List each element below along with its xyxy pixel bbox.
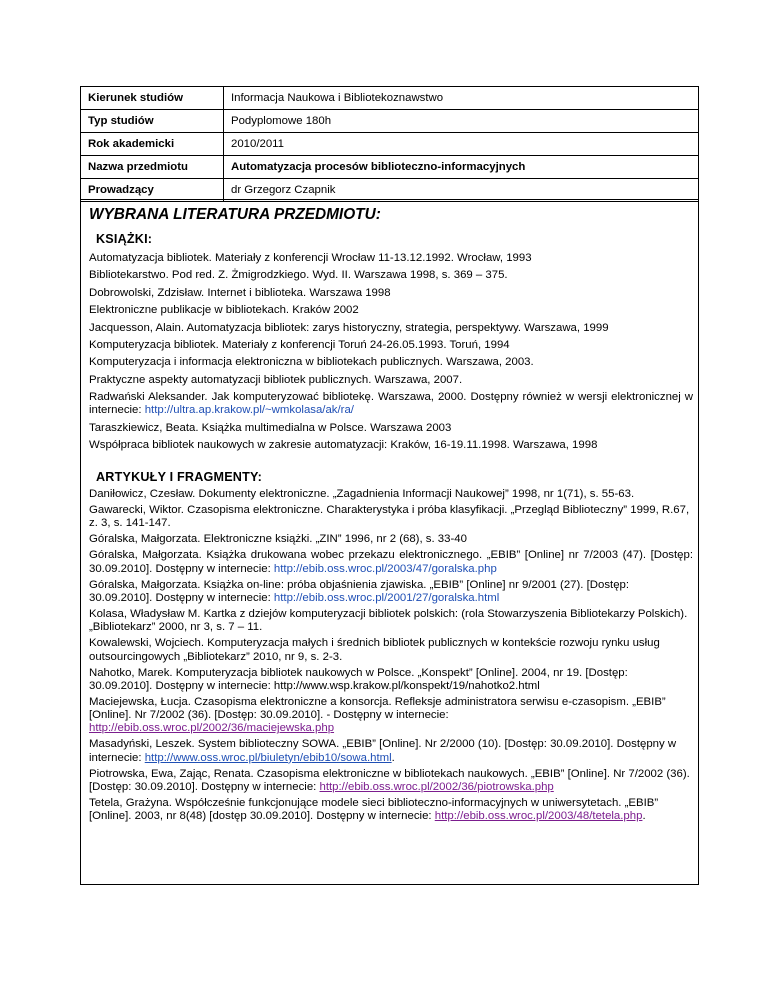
list-item: Bibliotekarstwo. Pod red. Z. Żmigrodzkiego. Wyd. II. Warszawa 1998, s. 369 – 375. [89,269,508,282]
field-value: Informacja Naukowa i Bibliotekoznawstwo [224,87,699,110]
list-item: Góralska, Małgorzata. Elektroniczne książki. „ZIN” 1996, nr 2 (68), s. 33-40 [89,533,467,546]
reference-link[interactable]: http://ebib.oss.wroc.pl/2002/36/maciejewska.php [89,722,335,735]
table-row [81,110,699,133]
field-label: Typ studiów [81,110,224,133]
articles-heading: ARTYKUŁY I FRAGMENTY: [96,470,263,484]
list-item: Współpraca bibliotek naukowych w zakresie automatyzacji: Kraków, 16-19.11.1998. Warszawa, 1998 [89,439,598,452]
field-label: Prowadzący [81,179,224,202]
list-item: Nahotko, Marek. Komputeryzacja bibliotek naukowych w Polsce. „Konspekt” [Online]. 2004, nr 19. [Dostęp: 30.09.2010]. Dostępny w internecie: http://www.wsp.krakow.pl/konspekt/19/nahotko2.html [89,666,628,692]
list-item: Dobrowolski, Zdzisław. Internet i biblioteka. Warszawa 1998 [89,286,391,299]
list-item: Maciejewska, Łucja. Czasopisma elektroniczne a konsorcja. Refleksje administratora serwisu e-czasopism. „EBIB” [Online]. Nr 7/2002 (36). [Dostęp: 30.09.2010]. - Dostępny w internecie: http://ebib.oss.wroc.pl/2002/36/maciejewska.php [89,695,666,735]
list-item: Masadyński, Leszek. System biblioteczny SOWA. „EBIB” [Online]. Nr 2/2000 (10). [Dostęp: 30.09.2010]. Dostępny w internecie: http://www.oss.wroc.pl/biuletyn/ebib10/sowa.html. [89,738,677,764]
list-item: Tetela, Grażyna. Współcześnie funkcjonujące modele sieci biblioteczno-informacyjnych w uniwersytetach. „EBIB” [Online]. 2003, nr 8(48) [dostęp 30.09.2010]. Dostępny w internecie: http://ebib.oss.wroc.pl/2003/48/tetela.php. [89,797,659,823]
list-item: Praktyczne aspekty automatyzacji bibliotek publicznych. Warszawa, 2007. [89,373,463,386]
reference-link[interactable]: http://ebib.oss.wroc.pl/2003/48/tetela.php [434,810,643,823]
reference-link[interactable]: http://ebib.oss.wroc.pl/2002/36/piotrowska.php [319,780,554,793]
course-info-table [80,86,699,202]
list-item: Daniłowicz, Czesław. Dokumenty elektroniczne. „Zagadnienia Informacji Naukowej” 1998, nr 1(71), s. 55-63. [89,488,635,500]
list-item: Gawarecki, Wiktor. Czasopisma elektroniczne. Charakterystyka i próba klasyfikacji. „Przegląd Biblioteczny” 1999, R.67, z. 3, s. 141-147. [89,504,690,530]
list-item: Jacquesson, Alain. Automatyzacja bibliotek: zarys historyczny, strategia, perspektywy. Warszawa, 1999 [89,321,609,334]
reference-link[interactable]: http://ebib.oss.wroc.pl/2001/27/goralska.html [273,591,500,604]
list-item: Radwański Aleksander. Jak komputeryzować bibliotekę. Warszawa, 2000. Dostępny również w wersji elektronicznej w internecie: http://ultra.ap.krakow.pl/~wmkolasa/ak/ra/ [89,391,693,417]
reference-link[interactable]: http://ebib.oss.wroc.pl/2003/47/goralska.php [273,562,497,575]
table-row [81,87,699,110]
list-item: Góralska, Małgorzata. Książka drukowana wobec przekazu elektronicznego. „EBIB” [Online] nr 7/2003 (47). [Dostęp: 30.09.2010]. Dostępny w internecie: http://ebib.oss.wroc.pl/2003/47/goralska.php [89,549,693,575]
field-value: dr Grzegorz Czapnik [224,179,699,202]
field-value: 2010/2011 [224,133,699,156]
field-value: Podyplomowe 180h [224,110,699,133]
field-label: Kierunek studiów [81,87,224,110]
list-item: Kowalewski, Wojciech. Komputeryzacja małych i średnich bibliotek publicznych w kontekście rozwoju rynku usług outsourcingowych „Bibliotekarz” 2010, nr 9, s. 2-3. [89,637,660,663]
list-item: Elektroniczne publikacje w bibliotekach. Kraków 2002 [89,304,359,317]
list-item: Piotrowska, Ewa, Zając, Renata. Czasopisma elektroniczne w bibliotekach naukowych. „EBIB” [Online]. Nr 7/2002 (36). [Dostęp: 30.09.2010]. Dostępny w internecie: http://ebib.oss.wroc.pl/2002/36/piotrowska.php [89,767,690,793]
reference-link[interactable]: http://ultra.ap.krakow.pl/~wmkolasa/ak/ra/ [144,404,354,417]
field-label: Nazwa przedmiotu [81,156,224,179]
books-list [89,252,693,457]
table-row [81,133,699,156]
articles-list [89,488,693,826]
field-label: Rok akademicki [81,133,224,156]
field-value: Automatyzacja procesów biblioteczno-informacyjnych [224,156,699,179]
list-item: Komputeryzacja i informacja elektroniczna w bibliotekach publicznych. Warszawa, 2003. [89,356,534,369]
table-row [81,156,699,179]
list-item: Komputeryzacja bibliotek. Materiały z konferencji Toruń 24-26.05.1993. Toruń, 1994 [89,338,510,351]
list-item: Kolasa, Władysław M. Kartka z dziejów komputeryzacji bibliotek polskich: (rola Stowarzyszenia Bibliotekarzy Polskich). „Bibliotekarz” 2000, nr 3, s. 7 – 11. [89,608,688,634]
section-title: WYBRANA LITERATURA PRZEDMIOTU: [89,206,381,223]
list-item: Automatyzacja bibliotek. Materiały z konferencji Wrocław 11-13.12.1992. Wrocław, 1993 [89,252,532,264]
reference-link[interactable]: http://www.oss.wroc.pl/biuletyn/ebib10/sowa.html [144,751,392,764]
list-item: Taraszkiewicz, Beata. Książka multimedialna w Polsce. Warszawa 2003 [89,421,452,434]
books-heading: KSIĄŻKI: [96,232,153,246]
list-item: Góralska, Małgorzata. Książka on-line: próba objaśnienia zjawiska. „EBIB” [Online] nr 9/2001 (27). [Dostęp: 30.09.2010]. Dostępny w internecie: http://ebib.oss.wroc.pl/2001/27/goralska.html [89,578,630,604]
